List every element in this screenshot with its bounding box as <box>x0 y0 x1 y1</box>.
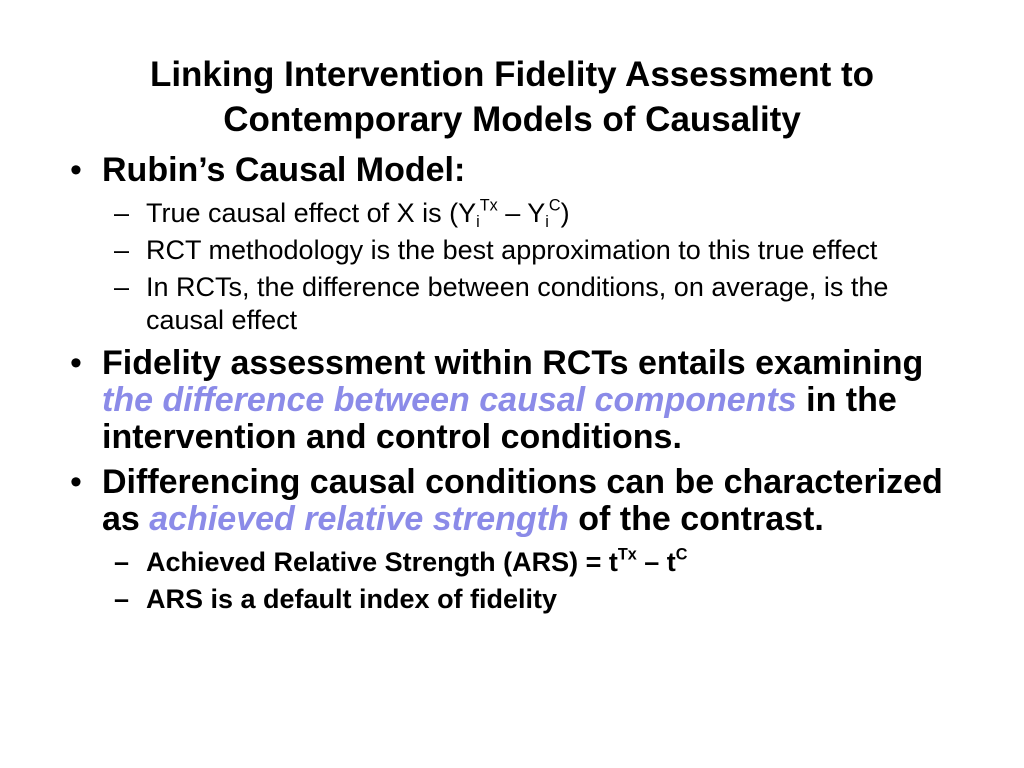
sub-bullet-text: RCT methodology is the best approximation to this true effect <box>146 235 878 265</box>
bullet-text: in the intervention and control conditions. <box>102 381 897 456</box>
highlight-text: achieved relative strength <box>149 500 569 538</box>
bullet-fidelity-assessment <box>70 345 950 456</box>
sub-bullet-ars-default-index <box>70 583 950 616</box>
superscript: Tx <box>479 196 498 215</box>
sub-bullet-marker: – <box>114 547 130 577</box>
superscript: C <box>675 545 688 564</box>
bullet-rubins-causal-model <box>70 152 950 189</box>
sub-bullet-rct-methodology <box>70 234 950 267</box>
sub-bullet-text: Achieved Relative Strength (ARS) = t <box>146 547 618 577</box>
slide-title <box>60 52 964 142</box>
title-line-1: Linking Intervention Fidelity Assessment to <box>149 55 875 94</box>
superscript: Tx <box>617 545 637 564</box>
sub-bullet-text: In RCTs, the difference between conditions, on average, is the causal effect <box>146 272 889 335</box>
highlight-text: the difference between causal components <box>102 381 797 419</box>
sub-bullet-marker: – <box>114 584 130 614</box>
bullet-label: Rubin’s Causal Model: <box>102 151 466 189</box>
bullet-marker: • <box>70 344 82 382</box>
sub-bullet-in-rcts <box>70 271 950 337</box>
sub-bullet-marker: – <box>114 198 130 228</box>
subscript: i <box>545 212 549 231</box>
bullet-marker: • <box>70 151 82 189</box>
title-line-2: Contemporary Models of Causality <box>223 100 801 139</box>
sub-bullet-text: ) <box>560 198 570 228</box>
sub-bullet-marker: – <box>114 235 130 265</box>
subscript: i <box>476 212 480 231</box>
sub-bullet-text: – Y <box>497 198 546 228</box>
sub-bullet-marker: – <box>114 272 130 302</box>
bullet-differencing-causal-conditions <box>70 464 950 538</box>
sub-bullet-text: – t <box>636 547 676 577</box>
sub-bullet-ars-formula <box>70 546 950 579</box>
bullet-list <box>70 152 950 620</box>
bullet-text: Differencing causal conditions can be characterized as <box>102 463 943 538</box>
bullet-marker: • <box>70 463 82 501</box>
bullet-text: of the contrast. <box>568 500 824 538</box>
sub-bullet-text: ARS is a default index of fidelity <box>146 584 558 614</box>
sub-bullet-text: True causal effect of X is (Y <box>146 198 477 228</box>
superscript: C <box>548 196 561 215</box>
sub-bullet-true-causal-effect <box>70 197 950 230</box>
bullet-text: Fidelity assessment within RCTs entails examining <box>102 344 924 382</box>
